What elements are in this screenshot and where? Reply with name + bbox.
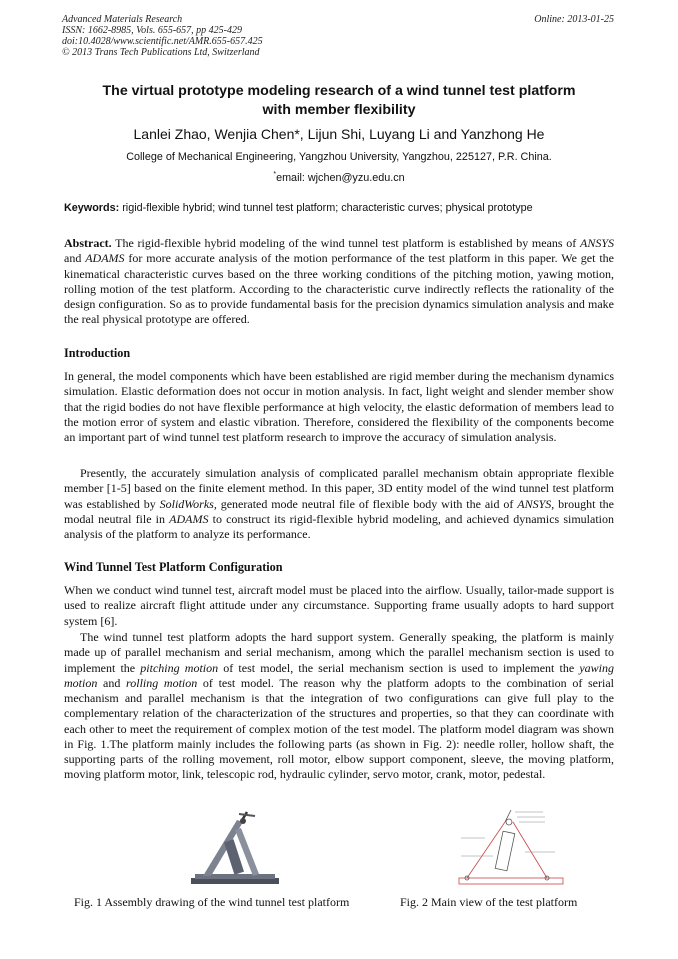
email-address[interactable]: email: wjchen@yzu.edu.cn: [276, 172, 405, 184]
config-paragraph-2: [64, 630, 614, 783]
abstract-text-1: The rigid-flexible hybrid modeling of the wind tunnel test platform is established by means of: [111, 236, 580, 250]
config-rolling: rolling motion: [126, 675, 198, 690]
section-heading-configuration: Wind Tunnel Test Platform Configuration: [64, 560, 283, 574]
affiliation: College of Mechanical Engineering, Yangzhou University, Yangzhou, 225127, P.R. China.: [126, 151, 552, 163]
intro-solidworks: SolidWorks: [159, 496, 214, 511]
config-p2-text-c: and: [97, 675, 127, 690]
keywords-label: Keywords:: [64, 202, 120, 214]
issn-line: ISSN: 1662-8985, Vols. 655-657, pp 425-429: [62, 25, 242, 36]
abstract-paragraph: [64, 236, 614, 328]
roll-motor: [240, 818, 246, 824]
config-p2-text-a: The wind tunnel test platform adopts the hard support system. Generally speaking, the platform is mainly made up of parallel mechanism and serial mechanism, among which the parallel mechanism section is used to implement the: [64, 630, 614, 675]
intro-p2-text-b: , generated mode neutral file of flexible body with the aid of: [213, 496, 518, 511]
email-line: [40, 171, 638, 184]
copyright-line: © 2013 Trans Tech Publications Ltd, Switzerland: [62, 47, 260, 58]
joint-circle: [506, 819, 512, 825]
title-line-2: with member flexibility: [262, 102, 416, 118]
online-date: Online: 2013-01-25: [534, 14, 614, 25]
abstract-label: Abstract.: [64, 236, 112, 250]
keywords-text: rigid-flexible hybrid; wind tunnel test platform; characteristic curves; physical prototype: [119, 202, 533, 214]
journal-header: [62, 14, 263, 58]
title-line-1: The virtual prototype modeling research of a wind tunnel test platform: [102, 83, 576, 99]
figure-1-assembly-drawing: [185, 810, 285, 890]
keywords: [64, 202, 616, 214]
abstract-text-2: and: [64, 251, 86, 266]
paper-title: [50, 82, 628, 120]
intro-p2-text-c: , brought the modal neutral file in: [64, 496, 614, 526]
config-pitching: pitching motion: [140, 660, 219, 675]
config-p2-text-d: of test model. The reason why the platform adopts to the combination of serial mechanism and parallel mechanism is that the integration of two configurations can give full play to the complementary relation of the characterization of the structures and properties, so that they can coordinate with each other to meet the requirement of complex motion of the test model. The platform model diagram was shown in Fig. 1.The platform mainly includes the following parts (as shown in Fig. 2): needle roller, hollow shaft, the supporting parts of the rolling movement, roll motor, elbow support component, sleeve, the moving platform, moving platform motor, link, telescopic rod, hydraulic cylinder, servo motor, crank, motor, pedestal.: [64, 675, 614, 782]
cylinder-outline: [495, 831, 515, 871]
right-link-line: [513, 822, 547, 878]
intro-p2-text-a: Presently, the accurately simulation analysis of complicated parallel mechanism obtain appropriate flexible member [1-5] based on the finite element method. In this paper, 3D entity model of the wind tunnel test platform was established by: [64, 466, 614, 511]
figure-2-caption: Fig. 2 Main view of the test platform: [400, 895, 578, 909]
abstract-ansys: ANSYS: [579, 236, 614, 250]
doi-line[interactable]: doi:10.4028/www.scientific.net/AMR.655-657.425: [62, 36, 263, 47]
intro-adams: ADAMS: [169, 511, 209, 526]
authors: Lanlei Zhao, Wenjia Chen*, Lijun Shi, Luyang Li and Yanzhong He: [133, 126, 545, 142]
test-model-wing: [239, 814, 255, 816]
intro-paragraph-2: [64, 466, 614, 542]
journal-name: Advanced Materials Research: [62, 14, 183, 25]
intro-paragraph-1: In general, the model components which have been established are rigid member during the mechanism dynamics simulation. Elastic deformation does not occur in motion analysis. In fact, light weight and slender member show that the rigid bodies do not have flexible performance at high velocity, the elastic deformation of members lead to the motion error of system and elastic vibration. Therefore, considered the flexibility of the components become an important part of wind tunnel test platform research to improve the accuracy of simulation analysis.: [64, 369, 614, 444]
pedestal-outline: [459, 878, 563, 884]
email-footnote-mark: *: [273, 171, 277, 178]
section-heading-introduction: Introduction: [64, 346, 131, 360]
abstract-adams: ADAMS: [85, 251, 125, 266]
intro-p2-text-d: to construct its rigid-flexible hybrid modeling, and achieved dynamics simulation analysis of the platform to analyze its performance.: [64, 511, 615, 541]
config-paragraph-1: When we conduct wind tunnel test, aircraft model must be placed into the airflow. Usually, tailor-made support is used to realize aircraft flight attitude under any circumstance. Supporting frame usually adopts to hard support system [6].: [64, 583, 614, 628]
config-yawing: yawing motion: [64, 660, 614, 690]
figure-1-caption: Fig. 1 Assembly drawing of the wind tunnel test platform: [74, 895, 350, 909]
config-p2-text-b: of test model, the serial mechanism section is used to implement the: [218, 660, 580, 675]
figure-2-main-view: [455, 808, 570, 890]
intro-ansys: ANSYS: [517, 496, 552, 511]
shaft-line: [505, 810, 511, 822]
abstract-text-3: for more accurate analysis of the motion performance of the test platform in this paper. We get the kinematical characteristic curves based on the three working conditions of the pitching motion, yawing motion, rolling motion of the test platform. According to the characteristic curve indirectly reflects the rationality of the design configuration. So as to provide fundamental basis for the precision dynamics simulation analysis and make the real physical prototype are offered.: [64, 251, 615, 327]
